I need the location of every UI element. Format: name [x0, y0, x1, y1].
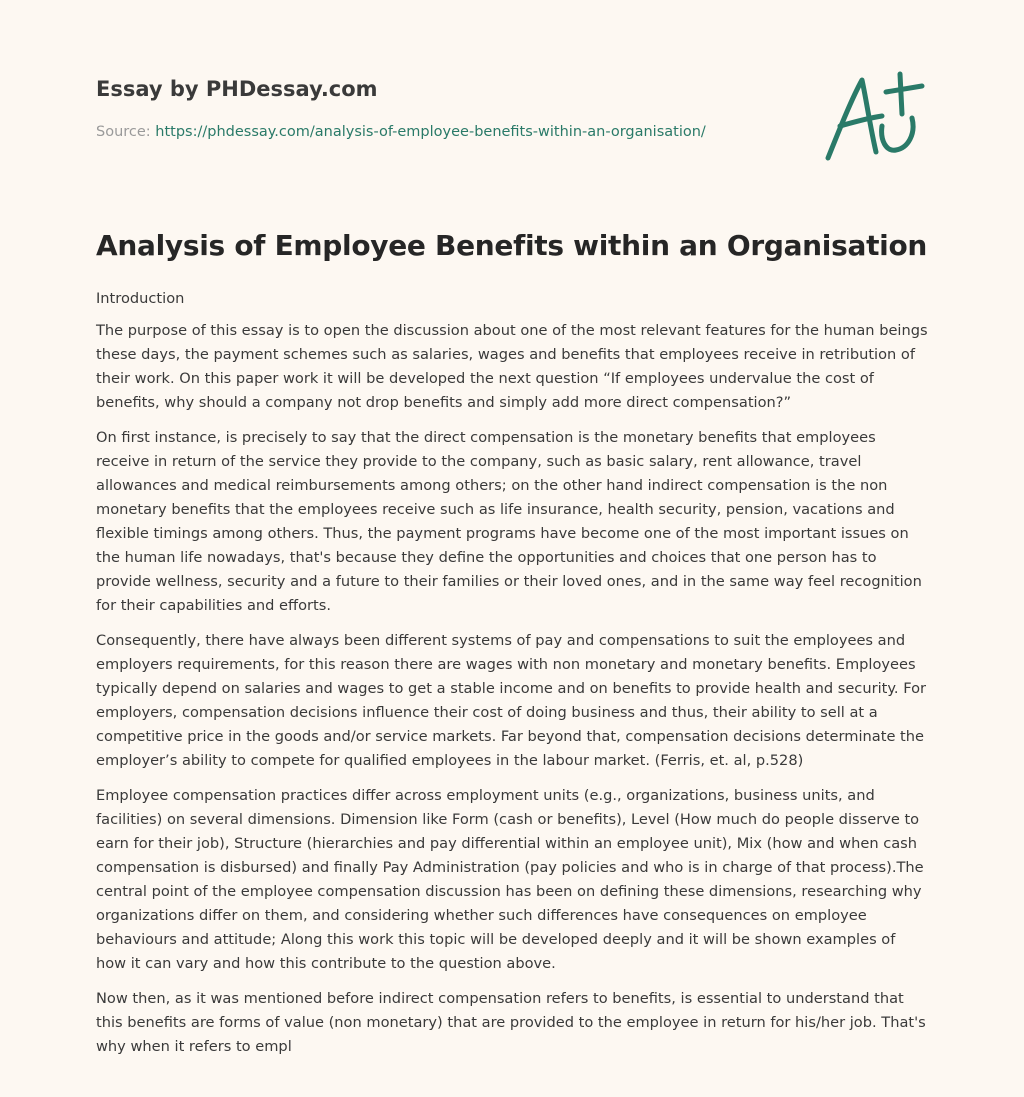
- paragraph: Consequently, there have always been different systems of pay and compensations to suit the employees and employers requirements, for this reason there are wages with non monetary and monetary benefits. Employees typically depend on salaries and wages to get a stable income and on benefits to provide health and security. For employers, compensation decisions influence their cost of doing business and thus, their ability to sell at a competitive price in the goods and/or service markets. Far beyond that, compensation decisions determinate the employer’s ability to compete for qualified employees in the labour market. (Ferris, et. al, p.528): [96, 632, 926, 769]
- essay-body: [96, 287, 928, 1070]
- paragraph: Employee compensation practices differ across employment units (e.g., organizations, business units, and facilities) on several dimensions. Dimension like Form (cash or benefits), Level (How much do people disserve to earn for their job), Structure (hierarchies and pay differential within an employee unit), Mix (how and when cash compensation is disbursed) and finally Pay Administration (pay policies and who is in charge of that process).The central point of the employee compensation discussion has been on defining these dimensions, researching why organizations differ on them, and considering whether such differences have consequences on employee behaviours and attitude; Along this work this topic will be developed deeply and it will be shown examples of how it can vary and how this contribute to the question above.: [96, 787, 924, 972]
- section-heading: Introduction: [96, 290, 185, 307]
- source-line: [96, 124, 706, 140]
- a-plus-logo-icon: [822, 68, 926, 164]
- paragraph: On first instance, is precisely to say that the direct compensation is the monetary benefits that employees receive in return of the service they provide to the company, such as basic salary, rent allowance, travel allowances and medical reimbursements among others; on the other hand indirect compensation is the non monetary benefits that the employees receive such as life insurance, health security, pension, vacations and flexible timings among others. Thus, the payment programs have become one of the most important issues on the human life nowadays, that's because they define the opportunities and choices that one person has to provide wellness, security and a future to their families or their loved ones, and in the same way feel recognition for their capabilities and efforts.: [96, 429, 922, 614]
- source-label: Source:: [96, 124, 151, 140]
- site-title: Essay by PHDessay.com: [96, 77, 378, 101]
- paragraph: Now then, as it was mentioned before indirect compensation refers to benefits, is essential to understand that this benefits are forms of value (non monetary) that are provided to the employee in return for his/her job. That's why when it refers to empl: [96, 990, 926, 1055]
- essay-page: [96, 0, 928, 1055]
- essay-title: Analysis of Employee Benefits within an Organisation: [96, 229, 928, 262]
- header: [96, 0, 928, 170]
- source-link[interactable]: https://phdessay.com/analysis-of-employee-benefits-within-an-organisation/: [155, 124, 706, 140]
- paragraph: The purpose of this essay is to open the discussion about one of the most relevant features for the human beings these days, the payment schemes such as salaries, wages and benefits that employees receive in retribution of their work. On this paper work it will be developed the next question “If employees undervalue the cost of benefits, why should a company not drop benefits and simply add more direct compensation?”: [96, 322, 928, 411]
